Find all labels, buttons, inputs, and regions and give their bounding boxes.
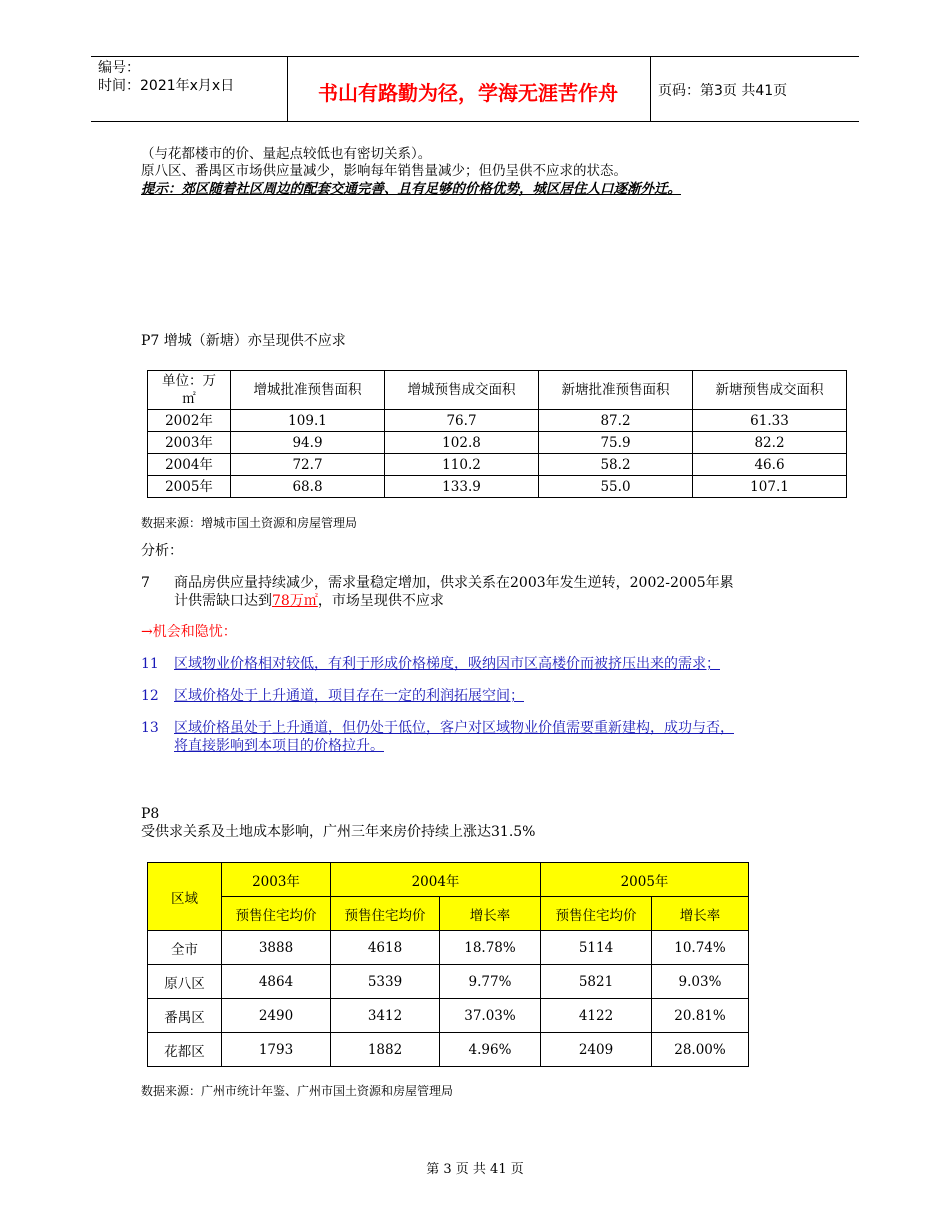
table-subheader-row bbox=[148, 897, 749, 931]
unit-header-cell: 单位：万 ㎡ bbox=[148, 371, 231, 410]
region-cell: 花都区 bbox=[148, 1033, 222, 1067]
item-text-line-1: 区域价格虽处于上升通道，但仍处于低位，客户对区域物业价值需要重新建构，成功与否， bbox=[174, 720, 734, 736]
table-cell: 76.7 bbox=[385, 410, 539, 432]
header-divider-left bbox=[287, 57, 288, 121]
intro-line-2: 原八区、番禺区市场供应量减少，影响每年销售量减少；但仍呈供不应求的状态。 bbox=[141, 163, 627, 179]
table-cell: 102.8 bbox=[385, 432, 539, 454]
table-row bbox=[148, 965, 749, 999]
point-number: 7 bbox=[141, 575, 150, 591]
point-line-2: 计供需缺口达到78万㎡，市场呈现供不应求 bbox=[174, 593, 444, 609]
region-header: 区域 bbox=[148, 863, 222, 931]
year-header-2005: 2005年 bbox=[541, 863, 749, 897]
table-cell: 28.00% bbox=[652, 1033, 749, 1067]
table-cell: 2490 bbox=[222, 999, 331, 1033]
table-row bbox=[148, 476, 847, 498]
table-row bbox=[148, 432, 847, 454]
header-page-number: 页码：第3页 共41页 bbox=[658, 83, 788, 99]
table-cell: 4864 bbox=[222, 965, 331, 999]
opportunity-heading: →机会和隐忧： bbox=[141, 624, 237, 640]
table-cell: 5339 bbox=[331, 965, 440, 999]
table-cell: 72.7 bbox=[231, 454, 385, 476]
region-cell: 原八区 bbox=[148, 965, 222, 999]
table-cell: 10.74% bbox=[652, 931, 749, 965]
table-cell: 68.8 bbox=[231, 476, 385, 498]
supply-gap-highlight: 78万㎡ bbox=[272, 593, 318, 609]
table-row bbox=[148, 931, 749, 965]
table-cell: 61.33 bbox=[693, 410, 847, 432]
price-header: 预售住宅均价 bbox=[541, 897, 652, 931]
p8-label: P8 bbox=[141, 806, 160, 822]
table-cell: 20.81% bbox=[652, 999, 749, 1033]
header-motto: 书山有路勤为径，学海无涯苦作舟 bbox=[318, 81, 618, 105]
table-cell: 55.0 bbox=[539, 476, 693, 498]
table-cell: 5821 bbox=[541, 965, 652, 999]
table-cell: 3412 bbox=[331, 999, 440, 1033]
table-cell: 94.9 bbox=[231, 432, 385, 454]
table-cell: 5114 bbox=[541, 931, 652, 965]
p8-price-table bbox=[147, 862, 749, 1067]
p8-source: 数据来源：广州市统计年鉴、广州市国土资源和房屋管理局 bbox=[141, 1084, 454, 1098]
table-cell: 4.96% bbox=[440, 1033, 541, 1067]
growth-header: 增长率 bbox=[652, 897, 749, 931]
table-cell: 1882 bbox=[331, 1033, 440, 1067]
price-header: 预售住宅均价 bbox=[331, 897, 440, 931]
region-cell: 全市 bbox=[148, 931, 222, 965]
column-header: 新塘预售成交面积 bbox=[693, 371, 847, 410]
year-cell: 2004年 bbox=[148, 454, 231, 476]
column-header: 增城批准预售面积 bbox=[231, 371, 385, 410]
item-text: 区域物业价格相对较低，有利于形成价格梯度，吸纳因市区高楼价而被挤压出来的需求； bbox=[174, 656, 720, 672]
item-number: 12 bbox=[141, 688, 159, 704]
price-header: 预售住宅均价 bbox=[222, 897, 331, 931]
table-cell: 37.03% bbox=[440, 999, 541, 1033]
p8-title: 受供求关系及土地成本影响，广州三年来房价持续上涨达31.5% bbox=[141, 824, 536, 840]
year-cell: 2002年 bbox=[148, 410, 231, 432]
intro-line-1: （与花都楼市的价、量起点较低也有密切关系）。 bbox=[141, 146, 432, 162]
year-cell: 2005年 bbox=[148, 476, 231, 498]
growth-header: 增长率 bbox=[440, 897, 541, 931]
header-bottom-rule bbox=[91, 121, 859, 122]
table-cell: 4122 bbox=[541, 999, 652, 1033]
p7-supply-table bbox=[147, 370, 847, 498]
table-cell: 18.78% bbox=[440, 931, 541, 965]
table-cell: 9.77% bbox=[440, 965, 541, 999]
table-cell: 107.1 bbox=[693, 476, 847, 498]
region-cell: 番禺区 bbox=[148, 999, 222, 1033]
item-number: 13 bbox=[141, 720, 159, 736]
table-cell: 46.6 bbox=[693, 454, 847, 476]
point-line-1: 商品房供应量持续减少，需求量稳定增加，供求关系在2003年发生逆转，2002-2005年累 bbox=[174, 575, 734, 591]
table-header-row bbox=[148, 863, 749, 897]
table-row bbox=[148, 999, 749, 1033]
table-row bbox=[148, 410, 847, 432]
table-cell: 75.9 bbox=[539, 432, 693, 454]
table-cell: 2409 bbox=[541, 1033, 652, 1067]
table-cell: 82.2 bbox=[693, 432, 847, 454]
item-text-line-2: 将直接影响到本项目的价格拉升。 bbox=[174, 738, 384, 754]
table-row bbox=[148, 1033, 749, 1067]
header-number: 编号： bbox=[98, 60, 140, 76]
table-cell: 58.2 bbox=[539, 454, 693, 476]
header-meta bbox=[98, 59, 283, 95]
header-time: 时间：2021年x月x日 bbox=[98, 78, 235, 94]
p7-title: P7 增城（新塘）亦呈现供不应求 bbox=[141, 333, 346, 349]
table-row bbox=[148, 454, 847, 476]
item-number: 11 bbox=[141, 656, 159, 672]
intro-tip: 提示：郊区随着社区周边的配套交通完善、且有足够的价格优势，城区居住人口逐渐外迁。 bbox=[141, 181, 681, 197]
item-text: 区域价格处于上升通道，项目存在一定的利润拓展空间； bbox=[174, 688, 524, 704]
header-divider-right bbox=[650, 57, 651, 121]
table-cell: 1793 bbox=[222, 1033, 331, 1067]
column-header: 新塘批准预售面积 bbox=[539, 371, 693, 410]
analysis-label: 分析： bbox=[141, 543, 183, 559]
table-cell: 110.2 bbox=[385, 454, 539, 476]
table-cell: 9.03% bbox=[652, 965, 749, 999]
p7-source: 数据来源：增城市国土资源和房屋管理局 bbox=[141, 516, 358, 530]
year-header-2004: 2004年 bbox=[331, 863, 541, 897]
table-header-row bbox=[148, 371, 847, 410]
table-cell: 4618 bbox=[331, 931, 440, 965]
table-cell: 3888 bbox=[222, 931, 331, 965]
page-footer: 第 3 页 共 41 页 bbox=[426, 1162, 524, 1177]
year-header-2003: 2003年 bbox=[222, 863, 331, 897]
header-top-rule bbox=[91, 56, 859, 57]
table-cell: 109.1 bbox=[231, 410, 385, 432]
table-cell: 133.9 bbox=[385, 476, 539, 498]
table-cell: 87.2 bbox=[539, 410, 693, 432]
column-header: 增城预售成交面积 bbox=[385, 371, 539, 410]
year-cell: 2003年 bbox=[148, 432, 231, 454]
